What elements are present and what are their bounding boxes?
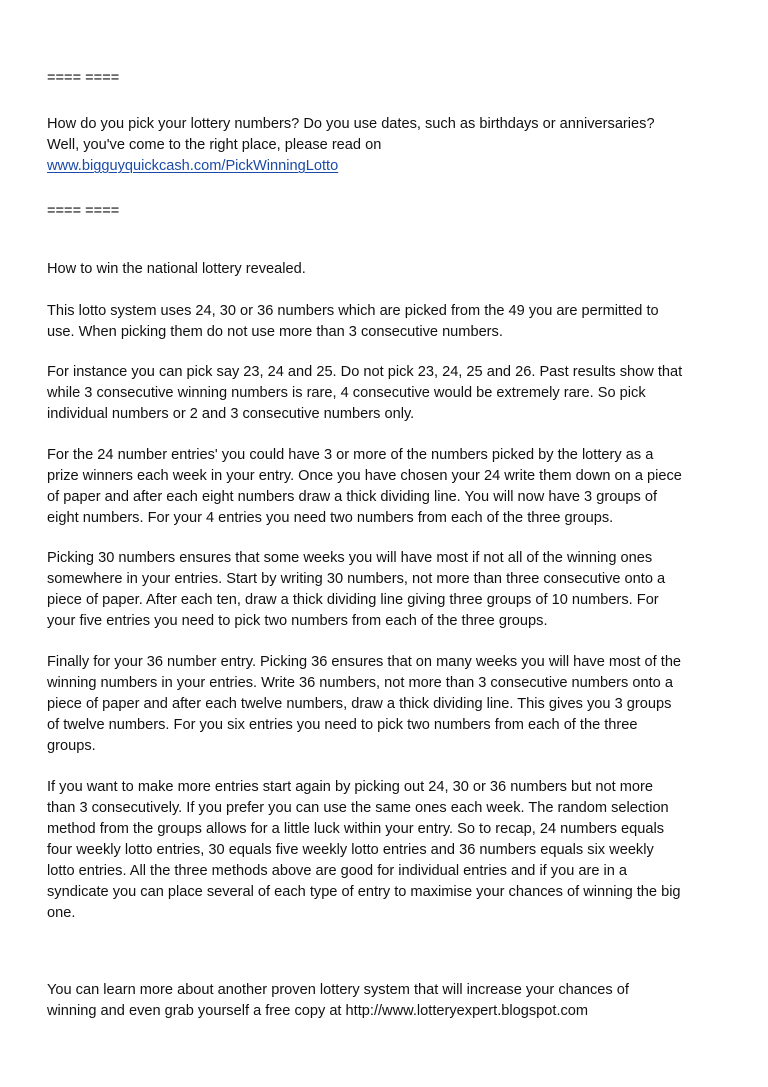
paragraph-line: winning numbers in your entries. Write 36 numbers, not more than 3 consecutive numbers onto a: [47, 675, 673, 691]
paragraph-line: For instance you can pick say 23, 24 and 25. Do not pick 23, 24, 25 and 26. Past results show that: [47, 364, 683, 380]
paragraph-line: eight numbers. For your 4 entries you need two numbers from each of the three groups.: [47, 510, 614, 526]
paragraph-line: method from the groups allows for a little luck within your entry. So to recap, 24 numbers equals: [47, 821, 665, 837]
paragraph-line: piece of paper and after each twelve numbers, draw a thick dividing line. This gives you 3 groups: [47, 696, 672, 712]
closing-line-1: You can learn more about another proven lottery system that will increase your chances of: [47, 982, 629, 998]
paragraph-line: prize winners each week in your entry. Once you have chosen your 24 write them down on a piece: [47, 468, 682, 484]
intro-line-1: How do you pick your lottery numbers? Do you use dates, such as birthdays or anniversaries?: [47, 116, 655, 132]
paragraph-line: while 3 consecutive winning numbers is rare, 4 consecutive would be extremely rare. So pick: [47, 385, 646, 401]
paragraph-line: your five entries you need to pick two numbers from each of the three groups.: [47, 613, 548, 629]
paragraph-line: of twelve numbers. For you six entries you need to pick two numbers from each of the three: [47, 717, 638, 733]
paragraph-line: than 3 consecutively. If you prefer you can use the same ones each week. The random selection: [47, 800, 669, 816]
article-heading: How to win the national lottery revealed.: [47, 261, 306, 277]
paragraph-line: four weekly lotto entries, 30 equals five weekly lotto entries and 36 numbers equals six weekly: [47, 842, 654, 858]
paragraph-line: lotto entries. All the three methods above are good for individual entries and if you are in a: [47, 863, 628, 879]
intro-link[interactable]: www.bigguyquickcash.com/PickWinningLotto: [47, 158, 339, 174]
paragraph-line: piece of paper. After each ten, draw a thick dividing line giving three groups of 10 numbers. For: [47, 592, 659, 608]
paragraph-line: individual numbers or 2 and 3 consecutive numbers only.: [47, 406, 415, 422]
intro-line-2: Well, you've come to the right place, please read on: [47, 137, 382, 153]
paragraph-line: groups.: [47, 738, 96, 754]
separator-top: ==== ====: [47, 70, 120, 86]
paragraph-line: This lotto system uses 24, 30 or 36 numbers which are picked from the 49 you are permitted to: [47, 303, 659, 319]
paragraph-line: Picking 30 numbers ensures that some weeks you will have most if not all of the winning ones: [47, 550, 653, 566]
paragraph-line: of paper and after each eight numbers draw a thick dividing line. You will now have 3 groups of: [47, 489, 658, 505]
paragraph-line: For the 24 number entries' you could have 3 or more of the numbers picked by the lottery as a: [47, 447, 654, 463]
paragraph-line: If you want to make more entries start again by picking out 24, 30 or 36 numbers but not more: [47, 779, 653, 795]
closing-line-2: winning and even grab yourself a free copy at http://www.lotteryexpert.blogspot.com: [47, 1003, 589, 1019]
separator-bottom: ==== ====: [47, 203, 120, 219]
paragraph-line: use. When picking them do not use more than 3 consecutive numbers.: [47, 324, 503, 340]
paragraph-line: Finally for your 36 number entry. Picking 36 ensures that on many weeks you will have most of the: [47, 654, 682, 670]
paragraph-line: somewhere in your entries. Start by writing 30 numbers, not more than three consecutive onto a: [47, 571, 666, 587]
paragraph-line: one.: [47, 905, 76, 921]
paragraph-line: syndicate you can place several of each type of entry to maximise your chances of winning the big: [47, 884, 681, 900]
